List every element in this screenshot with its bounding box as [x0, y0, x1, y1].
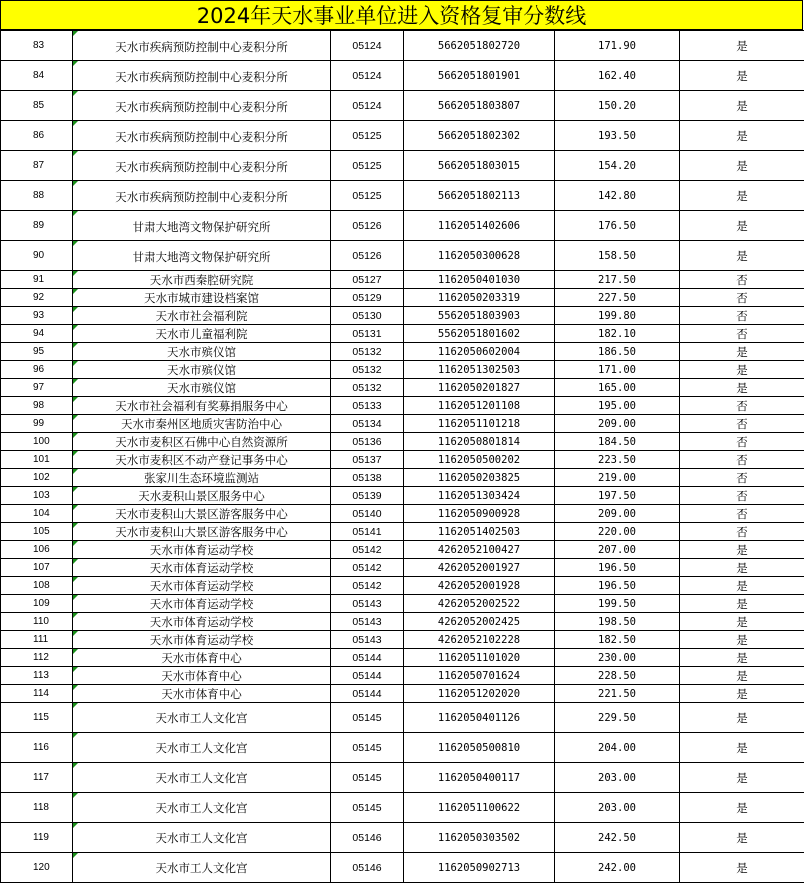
table-row[interactable]	[1, 211, 804, 241]
cell-qualified[interactable]: 是	[680, 241, 804, 271]
cell-unit-name[interactable]: 张家川生态环境监测站	[73, 469, 331, 487]
cell-position-code[interactable]: 05142	[331, 577, 404, 595]
cell-exam-id[interactable]: 5662051802302	[404, 121, 555, 151]
cell-score[interactable]: 171.00	[555, 361, 680, 379]
cell-qualified[interactable]: 否	[680, 451, 804, 469]
cell-exam-id[interactable]: 1162050300628	[404, 241, 555, 271]
cell-qualified[interactable]: 是	[680, 613, 804, 631]
cell-position-code[interactable]: 05132	[331, 379, 404, 397]
cell-qualified[interactable]: 是	[680, 31, 804, 61]
table-row[interactable]	[1, 703, 804, 733]
cell-qualified[interactable]: 是	[680, 211, 804, 241]
table-row[interactable]	[1, 433, 804, 451]
sheet-title: 2024年天水事业单位进入资格复审分数线	[0, 0, 803, 30]
cell-position-code[interactable]: 05144	[331, 685, 404, 703]
table-row[interactable]	[1, 325, 804, 343]
cell-exam-id[interactable]: 1162050701624	[404, 667, 555, 685]
cell-exam-id[interactable]: 1162050602004	[404, 343, 555, 361]
cell-unit-name[interactable]: 天水市体育运动学校	[73, 577, 331, 595]
cell-exam-id[interactable]: 4262052002425	[404, 613, 555, 631]
cell-unit-name[interactable]: 天水市体育运动学校	[73, 541, 331, 559]
cell-unit-name[interactable]: 天水市体育运动学校	[73, 631, 331, 649]
cell-score[interactable]: 184.50	[555, 433, 680, 451]
table-body	[1, 31, 804, 883]
cell-qualified[interactable]: 是	[680, 559, 804, 577]
cell-position-code[interactable]: 05124	[331, 61, 404, 91]
table-row[interactable]	[1, 61, 804, 91]
cell-unit-name[interactable]: 天水市麦积区不动产登记事务中心	[73, 451, 331, 469]
cell-unit-name[interactable]: 天水市疾病预防控制中心麦积分所	[73, 61, 331, 91]
cell-position-code[interactable]: 05142	[331, 559, 404, 577]
table-row[interactable]	[1, 469, 804, 487]
table-row[interactable]	[1, 685, 804, 703]
cell-position-code[interactable]: 05141	[331, 523, 404, 541]
cell-exam-id[interactable]: 1162050400117	[404, 763, 555, 793]
cell-qualified[interactable]: 是	[680, 703, 804, 733]
cell-row-number[interactable]: 112	[1, 649, 73, 667]
cell-position-code[interactable]: 05133	[331, 397, 404, 415]
cell-row-number[interactable]: 117	[1, 763, 73, 793]
cell-row-number[interactable]: 114	[1, 685, 73, 703]
cell-position-code[interactable]: 05131	[331, 325, 404, 343]
cell-qualified[interactable]: 否	[680, 433, 804, 451]
cell-position-code[interactable]: 05144	[331, 667, 404, 685]
cell-row-number[interactable]: 87	[1, 151, 73, 181]
cell-unit-name[interactable]: 天水市体育中心	[73, 685, 331, 703]
cell-score[interactable]: 198.50	[555, 613, 680, 631]
table-row[interactable]	[1, 397, 804, 415]
cell-qualified[interactable]: 是	[680, 853, 804, 883]
cell-unit-name[interactable]: 天水市体育运动学校	[73, 595, 331, 613]
cell-qualified[interactable]: 是	[680, 595, 804, 613]
table-row[interactable]	[1, 181, 804, 211]
cell-row-number[interactable]: 86	[1, 121, 73, 151]
cell-exam-id[interactable]: 1162051303424	[404, 487, 555, 505]
cell-score[interactable]: 182.10	[555, 325, 680, 343]
cell-unit-name[interactable]: 天水市西秦腔研究院	[73, 271, 331, 289]
cell-position-code[interactable]: 05145	[331, 793, 404, 823]
score-table	[0, 30, 804, 883]
cell-score[interactable]: 162.40	[555, 61, 680, 91]
table-row[interactable]	[1, 307, 804, 325]
cell-qualified[interactable]: 否	[680, 523, 804, 541]
cell-row-number[interactable]: 108	[1, 577, 73, 595]
cell-score[interactable]: 176.50	[555, 211, 680, 241]
cell-unit-name[interactable]: 天水市工人文化宫	[73, 823, 331, 853]
cell-row-number[interactable]: 97	[1, 379, 73, 397]
cell-position-code[interactable]: 05126	[331, 211, 404, 241]
cell-unit-name[interactable]: 天水市麦积区石佛中心自然资源所	[73, 433, 331, 451]
table-row[interactable]	[1, 91, 804, 121]
table-row[interactable]	[1, 577, 804, 595]
cell-position-code[interactable]: 05125	[331, 151, 404, 181]
cell-position-code[interactable]: 05132	[331, 361, 404, 379]
table-row[interactable]	[1, 151, 804, 181]
cell-exam-id[interactable]: 4262052001927	[404, 559, 555, 577]
cell-position-code[interactable]: 05137	[331, 451, 404, 469]
cell-row-number[interactable]: 89	[1, 211, 73, 241]
cell-qualified[interactable]: 是	[680, 541, 804, 559]
cell-qualified[interactable]: 是	[680, 685, 804, 703]
cell-unit-name[interactable]: 天水市疾病预防控制中心麦积分所	[73, 181, 331, 211]
cell-exam-id[interactable]: 1162050401126	[404, 703, 555, 733]
table-row[interactable]	[1, 121, 804, 151]
cell-qualified[interactable]: 是	[680, 793, 804, 823]
cell-exam-id[interactable]: 1162050303502	[404, 823, 555, 853]
cell-qualified[interactable]: 否	[680, 505, 804, 523]
cell-exam-id[interactable]: 1162050500810	[404, 733, 555, 763]
table-row[interactable]	[1, 271, 804, 289]
table-row[interactable]	[1, 343, 804, 361]
table-row[interactable]	[1, 853, 804, 883]
cell-position-code[interactable]: 05132	[331, 343, 404, 361]
cell-exam-id[interactable]: 1162050201827	[404, 379, 555, 397]
table-row[interactable]	[1, 559, 804, 577]
cell-qualified[interactable]: 是	[680, 91, 804, 121]
cell-score[interactable]: 199.80	[555, 307, 680, 325]
cell-unit-name[interactable]: 天水市工人文化宫	[73, 733, 331, 763]
cell-exam-id[interactable]: 4262052102228	[404, 631, 555, 649]
cell-qualified[interactable]: 否	[680, 271, 804, 289]
cell-unit-name[interactable]: 天水市社会福利有奖募捐服务中心	[73, 397, 331, 415]
cell-score[interactable]: 150.20	[555, 91, 680, 121]
cell-unit-name[interactable]: 天水市疾病预防控制中心麦积分所	[73, 151, 331, 181]
cell-exam-id[interactable]: 1162051302503	[404, 361, 555, 379]
cell-exam-id[interactable]: 1162050203825	[404, 469, 555, 487]
table-row[interactable]	[1, 379, 804, 397]
cell-qualified[interactable]: 是	[680, 361, 804, 379]
cell-qualified[interactable]: 是	[680, 181, 804, 211]
cell-exam-id[interactable]: 4262052002522	[404, 595, 555, 613]
cell-row-number[interactable]: 99	[1, 415, 73, 433]
cell-row-number[interactable]: 95	[1, 343, 73, 361]
cell-row-number[interactable]: 88	[1, 181, 73, 211]
cell-score[interactable]: 242.00	[555, 853, 680, 883]
cell-unit-name[interactable]: 天水市儿童福利院	[73, 325, 331, 343]
cell-position-code[interactable]: 05138	[331, 469, 404, 487]
cell-score[interactable]: 230.00	[555, 649, 680, 667]
cell-qualified[interactable]: 是	[680, 649, 804, 667]
cell-unit-name[interactable]: 天水市麦积山大景区游客服务中心	[73, 523, 331, 541]
cell-score[interactable]: 203.00	[555, 793, 680, 823]
cell-row-number[interactable]: 103	[1, 487, 73, 505]
table-row[interactable]	[1, 541, 804, 559]
cell-position-code[interactable]: 05145	[331, 733, 404, 763]
cell-position-code[interactable]: 05143	[331, 631, 404, 649]
cell-score[interactable]: 209.00	[555, 505, 680, 523]
table-row[interactable]	[1, 31, 804, 61]
cell-row-number[interactable]: 94	[1, 325, 73, 343]
cell-score[interactable]: 221.50	[555, 685, 680, 703]
cell-qualified[interactable]: 是	[680, 667, 804, 685]
cell-exam-id[interactable]: 1162051201108	[404, 397, 555, 415]
cell-score[interactable]: 142.80	[555, 181, 680, 211]
table-row[interactable]	[1, 667, 804, 685]
cell-score[interactable]: 193.50	[555, 121, 680, 151]
cell-row-number[interactable]: 96	[1, 361, 73, 379]
cell-position-code[interactable]: 05143	[331, 595, 404, 613]
cell-row-number[interactable]: 105	[1, 523, 73, 541]
cell-unit-name[interactable]: 天水市体育运动学校	[73, 613, 331, 631]
cell-unit-name[interactable]: 天水市秦州区地质灾害防治中心	[73, 415, 331, 433]
cell-row-number[interactable]: 102	[1, 469, 73, 487]
table-row[interactable]	[1, 613, 804, 631]
cell-unit-name[interactable]: 天水麦积山景区服务中心	[73, 487, 331, 505]
cell-score[interactable]: 196.50	[555, 559, 680, 577]
table-row[interactable]	[1, 631, 804, 649]
cell-score[interactable]: 217.50	[555, 271, 680, 289]
cell-row-number[interactable]: 91	[1, 271, 73, 289]
cell-qualified[interactable]: 否	[680, 487, 804, 505]
cell-position-code[interactable]: 05145	[331, 763, 404, 793]
cell-row-number[interactable]: 116	[1, 733, 73, 763]
cell-position-code[interactable]: 05139	[331, 487, 404, 505]
cell-score[interactable]: 196.50	[555, 577, 680, 595]
cell-row-number[interactable]: 120	[1, 853, 73, 883]
table-row[interactable]	[1, 241, 804, 271]
table-row[interactable]	[1, 733, 804, 763]
cell-qualified[interactable]: 是	[680, 343, 804, 361]
cell-score[interactable]: 154.20	[555, 151, 680, 181]
cell-row-number[interactable]: 109	[1, 595, 73, 613]
table-row[interactable]	[1, 487, 804, 505]
cell-position-code[interactable]: 05125	[331, 121, 404, 151]
table-row[interactable]	[1, 763, 804, 793]
cell-row-number[interactable]: 106	[1, 541, 73, 559]
cell-position-code[interactable]: 05146	[331, 853, 404, 883]
cell-position-code[interactable]: 05127	[331, 271, 404, 289]
cell-exam-id[interactable]: 1162051101218	[404, 415, 555, 433]
cell-score[interactable]: 158.50	[555, 241, 680, 271]
cell-position-code[interactable]: 05145	[331, 703, 404, 733]
cell-exam-id[interactable]: 5662051803015	[404, 151, 555, 181]
cell-position-code[interactable]: 05146	[331, 823, 404, 853]
cell-unit-name[interactable]: 天水市殡仪馆	[73, 343, 331, 361]
cell-position-code[interactable]: 05142	[331, 541, 404, 559]
table-row[interactable]	[1, 415, 804, 433]
cell-unit-name[interactable]: 天水市工人文化宫	[73, 763, 331, 793]
cell-qualified[interactable]: 否	[680, 469, 804, 487]
cell-exam-id[interactable]: 1162050401030	[404, 271, 555, 289]
cell-exam-id[interactable]: 1162051402503	[404, 523, 555, 541]
cell-row-number[interactable]: 104	[1, 505, 73, 523]
cell-row-number[interactable]: 107	[1, 559, 73, 577]
cell-position-code[interactable]: 05144	[331, 649, 404, 667]
cell-row-number[interactable]: 84	[1, 61, 73, 91]
cell-exam-id[interactable]: 1162050902713	[404, 853, 555, 883]
cell-position-code[interactable]: 05126	[331, 241, 404, 271]
cell-exam-id[interactable]: 5662051802113	[404, 181, 555, 211]
cell-qualified[interactable]: 是	[680, 121, 804, 151]
cell-row-number[interactable]: 118	[1, 793, 73, 823]
cell-score[interactable]: 204.00	[555, 733, 680, 763]
cell-score[interactable]: 223.50	[555, 451, 680, 469]
cell-score[interactable]: 207.00	[555, 541, 680, 559]
cell-exam-id[interactable]: 5562051803903	[404, 307, 555, 325]
cell-row-number[interactable]: 111	[1, 631, 73, 649]
cell-unit-name[interactable]: 甘肃大地湾文物保护研究所	[73, 211, 331, 241]
cell-qualified[interactable]: 是	[680, 577, 804, 595]
cell-row-number[interactable]: 115	[1, 703, 73, 733]
cell-position-code[interactable]: 05125	[331, 181, 404, 211]
cell-exam-id[interactable]: 1162051101020	[404, 649, 555, 667]
cell-unit-name[interactable]: 天水市疾病预防控制中心麦积分所	[73, 121, 331, 151]
cell-score[interactable]: 182.50	[555, 631, 680, 649]
cell-score[interactable]: 220.00	[555, 523, 680, 541]
cell-score[interactable]: 219.00	[555, 469, 680, 487]
cell-qualified[interactable]: 是	[680, 61, 804, 91]
cell-qualified[interactable]: 是	[680, 823, 804, 853]
cell-unit-name[interactable]: 天水市城市建设档案馆	[73, 289, 331, 307]
table-row[interactable]	[1, 823, 804, 853]
cell-qualified[interactable]: 否	[680, 415, 804, 433]
cell-unit-name[interactable]: 天水市体育中心	[73, 649, 331, 667]
cell-score[interactable]: 229.50	[555, 703, 680, 733]
cell-row-number[interactable]: 92	[1, 289, 73, 307]
cell-row-number[interactable]: 110	[1, 613, 73, 631]
cell-row-number[interactable]: 113	[1, 667, 73, 685]
cell-position-code[interactable]: 05124	[331, 91, 404, 121]
cell-position-code[interactable]: 05130	[331, 307, 404, 325]
cell-unit-name[interactable]: 天水市殡仪馆	[73, 361, 331, 379]
cell-row-number[interactable]: 90	[1, 241, 73, 271]
cell-qualified[interactable]: 是	[680, 733, 804, 763]
cell-score[interactable]: 227.50	[555, 289, 680, 307]
cell-unit-name[interactable]: 天水市麦积山大景区游客服务中心	[73, 505, 331, 523]
cell-row-number[interactable]: 93	[1, 307, 73, 325]
cell-qualified[interactable]: 是	[680, 631, 804, 649]
cell-exam-id[interactable]: 5662051801901	[404, 61, 555, 91]
table-row[interactable]	[1, 793, 804, 823]
cell-unit-name[interactable]: 天水市工人文化宫	[73, 793, 331, 823]
cell-row-number[interactable]: 98	[1, 397, 73, 415]
cell-score[interactable]: 197.50	[555, 487, 680, 505]
cell-score[interactable]: 171.90	[555, 31, 680, 61]
cell-position-code[interactable]: 05129	[331, 289, 404, 307]
cell-row-number[interactable]: 119	[1, 823, 73, 853]
table-row[interactable]	[1, 505, 804, 523]
cell-exam-id[interactable]: 1162051402606	[404, 211, 555, 241]
cell-unit-name[interactable]: 天水市社会福利院	[73, 307, 331, 325]
cell-score[interactable]: 165.00	[555, 379, 680, 397]
cell-exam-id[interactable]: 5662051803807	[404, 91, 555, 121]
cell-unit-name[interactable]: 天水市体育中心	[73, 667, 331, 685]
table-row[interactable]	[1, 595, 804, 613]
cell-qualified[interactable]: 是	[680, 151, 804, 181]
cell-position-code[interactable]: 05140	[331, 505, 404, 523]
cell-score[interactable]: 186.50	[555, 343, 680, 361]
cell-unit-name[interactable]: 天水市殡仪馆	[73, 379, 331, 397]
cell-exam-id[interactable]: 1162050900928	[404, 505, 555, 523]
cell-position-code[interactable]: 05124	[331, 31, 404, 61]
cell-exam-id[interactable]: 1162050203319	[404, 289, 555, 307]
cell-row-number[interactable]: 83	[1, 31, 73, 61]
cell-row-number[interactable]: 85	[1, 91, 73, 121]
cell-position-code[interactable]: 05136	[331, 433, 404, 451]
cell-exam-id[interactable]: 1162050801814	[404, 433, 555, 451]
cell-unit-name[interactable]: 天水市工人文化宫	[73, 703, 331, 733]
cell-position-code[interactable]: 05134	[331, 415, 404, 433]
cell-exam-id[interactable]: 1162051100622	[404, 793, 555, 823]
cell-position-code[interactable]: 05143	[331, 613, 404, 631]
cell-qualified[interactable]: 是	[680, 379, 804, 397]
cell-qualified[interactable]: 否	[680, 397, 804, 415]
cell-exam-id[interactable]: 1162051202020	[404, 685, 555, 703]
cell-unit-name[interactable]: 天水市体育运动学校	[73, 559, 331, 577]
cell-exam-id[interactable]: 5662051802720	[404, 31, 555, 61]
cell-qualified[interactable]: 否	[680, 307, 804, 325]
cell-exam-id[interactable]: 4262052001928	[404, 577, 555, 595]
cell-exam-id[interactable]: 5562051801602	[404, 325, 555, 343]
cell-row-number[interactable]: 100	[1, 433, 73, 451]
cell-unit-name[interactable]: 天水市疾病预防控制中心麦积分所	[73, 91, 331, 121]
cell-score[interactable]: 199.50	[555, 595, 680, 613]
cell-row-number[interactable]: 101	[1, 451, 73, 469]
cell-qualified[interactable]: 是	[680, 763, 804, 793]
cell-qualified[interactable]: 否	[680, 289, 804, 307]
cell-unit-name[interactable]: 甘肃大地湾文物保护研究所	[73, 241, 331, 271]
cell-exam-id[interactable]: 1162050500202	[404, 451, 555, 469]
table-row[interactable]	[1, 451, 804, 469]
table-row[interactable]	[1, 361, 804, 379]
cell-score[interactable]: 228.50	[555, 667, 680, 685]
table-row[interactable]	[1, 523, 804, 541]
cell-score[interactable]: 209.00	[555, 415, 680, 433]
cell-unit-name[interactable]: 天水市疾病预防控制中心麦积分所	[73, 31, 331, 61]
table-row[interactable]	[1, 649, 804, 667]
cell-unit-name[interactable]: 天水市工人文化宫	[73, 853, 331, 883]
cell-score[interactable]: 242.50	[555, 823, 680, 853]
cell-qualified[interactable]: 否	[680, 325, 804, 343]
cell-score[interactable]: 203.00	[555, 763, 680, 793]
cell-exam-id[interactable]: 4262052100427	[404, 541, 555, 559]
cell-score[interactable]: 195.00	[555, 397, 680, 415]
table-row[interactable]	[1, 289, 804, 307]
